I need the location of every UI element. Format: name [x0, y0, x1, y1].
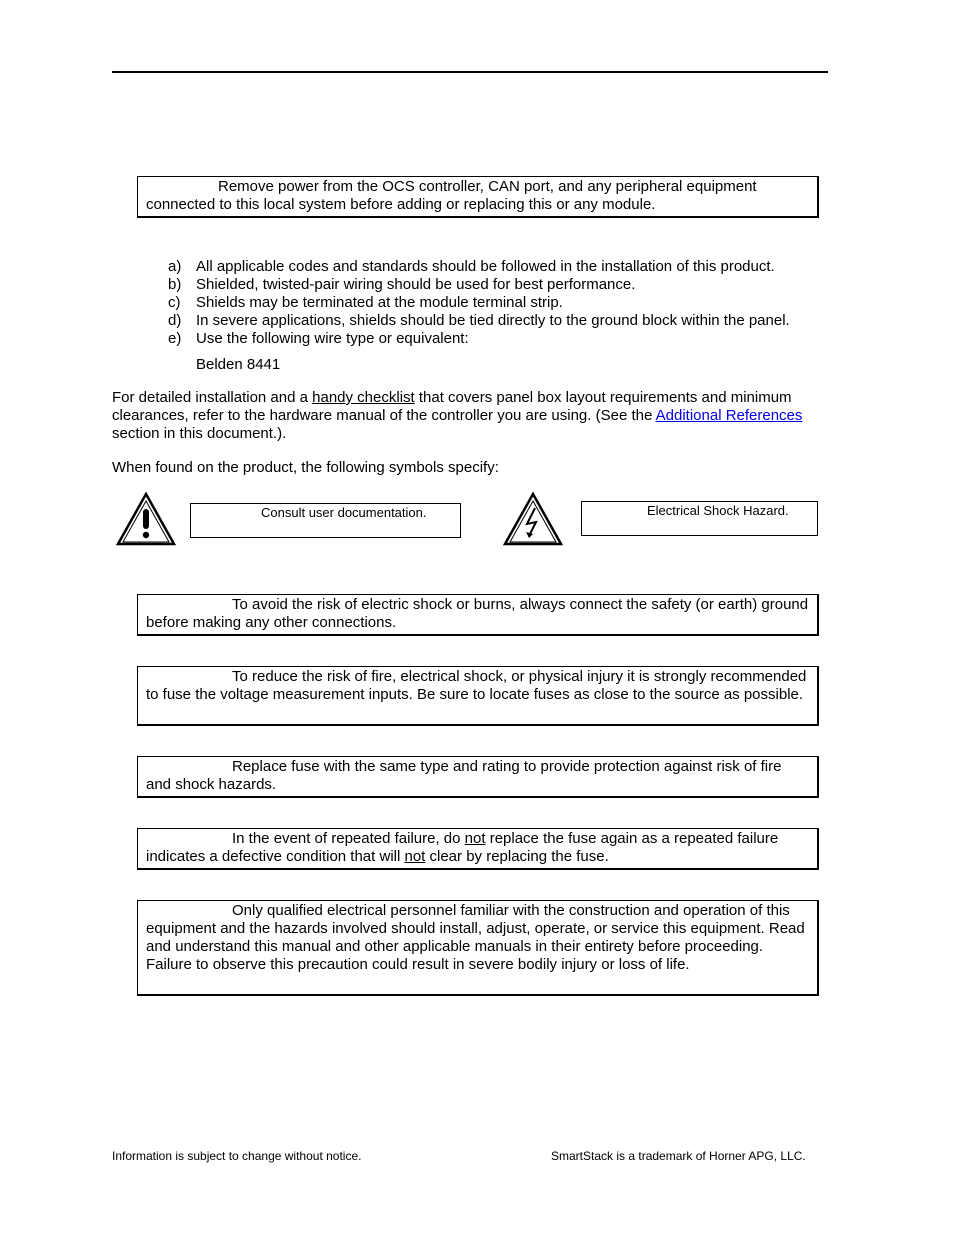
electrical-shock-icon [502, 491, 564, 546]
warning-box-replace-fuse [137, 756, 819, 798]
warning-text: Replace fuse with the same type and rating to provide protection against risk of fire and shock hazards. [146, 758, 782, 793]
caution-symbol-box [190, 503, 461, 538]
warning-box-ground [137, 594, 819, 636]
list-item: b) Shielded, twisted-pair wiring should be used for best performance. [168, 276, 636, 293]
wiring-guidelines-list [168, 258, 790, 348]
installation-paragraph: For detailed installation and a handy checklist that covers panel box layout requirements and minimum clearances, refer to the hardware manual of the controller you are using. (See the Additional References section in this document.). [112, 389, 803, 442]
additional-references-link[interactable]: Additional References [655, 407, 803, 424]
warning-text: To reduce the risk of fire, electrical shock, or physical injury it is strongly recommended to fuse the voltage measurement inputs. Be sure to locate fuses as close to the source as possible. [146, 668, 807, 703]
symbols-intro: When found on the product, the following symbols specify: [112, 459, 499, 476]
emphasis-not: not [404, 848, 426, 865]
shock-symbol-box [581, 501, 818, 536]
warning-text: Only qualified electrical personnel familiar with the construction and operation of this equipment and the hazards involved should install, adjust, operate, or service this equipment. Read and understand this manual and other applicable manuals in their entirety before proceeding. Failure to observe this precaution could result in severe bodily injury or loss of life. [146, 902, 805, 973]
handy-checklist-text: handy checklist [312, 389, 415, 406]
header-rule [112, 71, 828, 73]
footer-right: SmartStack is a trademark of Horner APG, LLC. [551, 1149, 806, 1163]
wire-type: Belden 8441 [196, 356, 281, 373]
warning-exclamation-icon [115, 491, 177, 546]
warning-text: Remove power from the OCS controller, CAN port, and any peripheral equipment connected to this local system before adding or replacing this or any module. [146, 178, 757, 213]
list-item: d) In severe applications, shields should be tied directly to the ground block within the panel. [168, 312, 790, 329]
warning-box-repeated-failure: In the event of repeated failure, do not replace the fuse again as a repeated failure indicates a defective condition that will not clear by replacing the fuse. [137, 828, 819, 870]
warning-text: To avoid the risk of electric shock or burns, always connect the safety (or earth) ground before making any other connections. [146, 596, 809, 631]
caution-text: Consult user documentation. [261, 505, 427, 520]
emphasis-not: not [464, 830, 486, 847]
warning-box-fuse-inputs [137, 666, 819, 726]
warning-box-power [137, 176, 819, 218]
footer-left: Information is subject to change without notice. [112, 1149, 362, 1163]
warning-box-qualified-personnel [137, 900, 819, 996]
shock-text: Electrical Shock Hazard. [647, 503, 789, 518]
list-item: a) All applicable codes and standards should be followed in the installation of this product. [168, 258, 775, 275]
list-item: e) Use the following wire type or equivalent: [168, 330, 469, 347]
list-item: c) Shields may be terminated at the module terminal strip. [168, 294, 563, 311]
